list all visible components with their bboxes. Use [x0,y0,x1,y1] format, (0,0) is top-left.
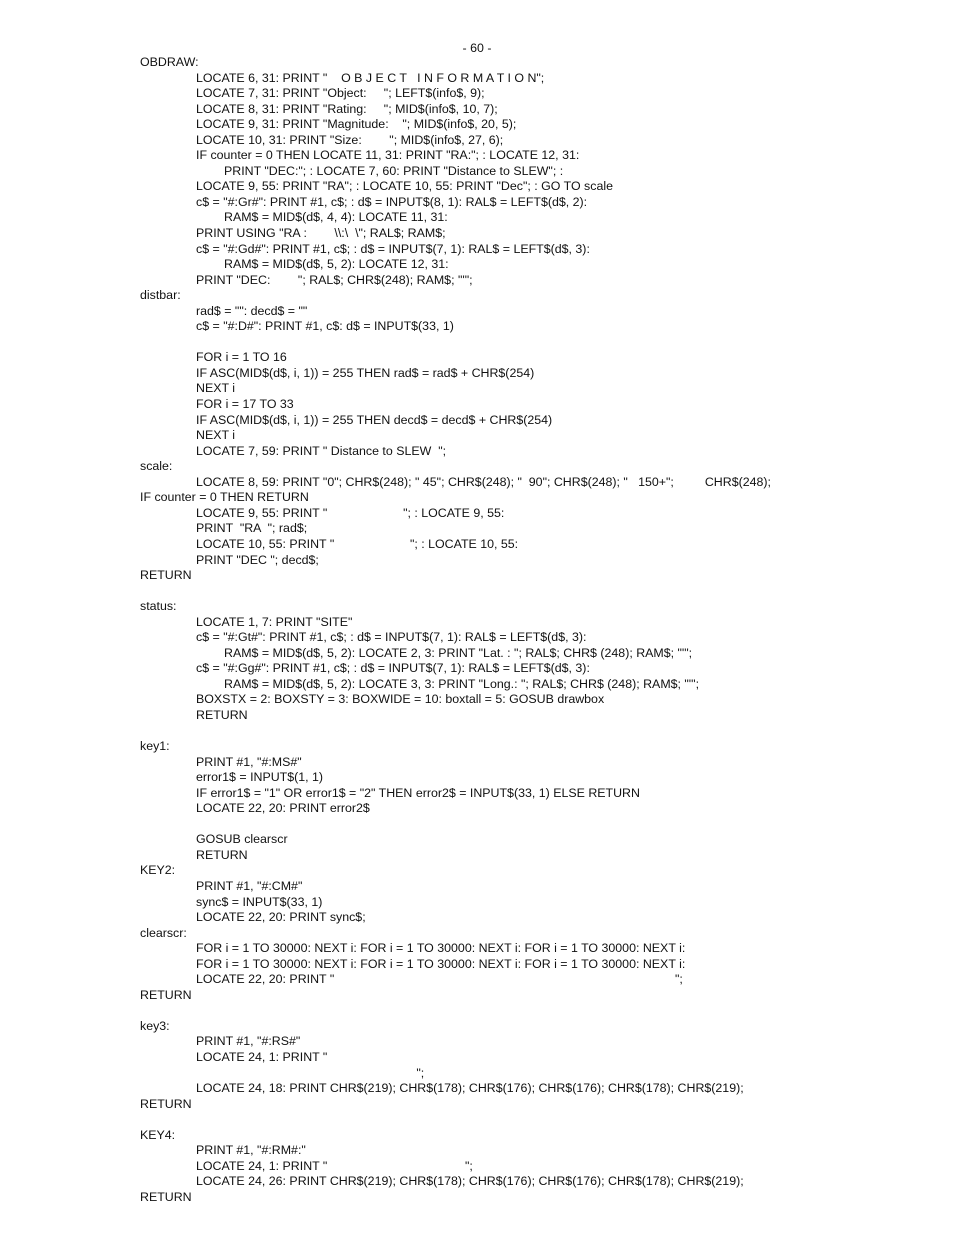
page-number: - 60 - [462,41,492,55]
code-line: FOR i = 1 TO 16 [196,350,287,365]
blank-line [140,817,940,833]
code-line: PRINT USING "RA : \\:\ \"; RAL$; RAM$; [196,226,446,241]
code-line: LOCATE 24, 1: PRINT " "; [196,1158,473,1173]
code-line: KEY2: [140,863,176,878]
code-line: LOCATE 22, 20: PRINT error2$ [196,801,370,816]
code-line: PRINT #1, "#:RM#:" [196,1143,306,1158]
code-line: LOCATE 9, 55: PRINT "RA"; : LOCATE 10, 55: PRINT "Dec"; : GO TO scale [196,179,613,194]
blank-line [140,584,940,600]
code-line: BOXSTX = 2: BOXSTY = 3: BOXWIDE = 10: boxtall = 5: GOSUB drawbox [196,692,605,707]
code-line: RETURN [140,1189,192,1204]
code-line: FOR i = 17 TO 33 [196,397,294,412]
code-line: GOSUB clearscr [196,832,288,847]
code-line: LOCATE 10, 31: PRINT "Size: "; MID$(info$, 27, 6); [196,132,504,147]
blank-line [140,335,940,351]
code-line: RAM$ = MID$(d$, 4, 4): LOCATE 11, 31: [224,210,448,225]
code-line: RETURN [140,568,192,583]
code-line: LOCATE 24, 18: PRINT CHR$(219); CHR$(178); CHR$(176); CHR$(176); CHR$(178); CHR$(219); [196,1081,744,1096]
code-line: RAM$ = MID$(d$, 5, 2): LOCATE 2, 3: PRINT "Lat. : "; RAL$; CHR$ (248); RAM$; "'"; [224,645,693,660]
blank-line [140,724,940,740]
code-line: IF counter = 0 THEN LOCATE 11, 31: PRINT "RA:"; : LOCATE 12, 31: [196,148,580,163]
blank-line [140,1112,940,1128]
code-line: distbar: [140,288,181,303]
code-line: LOCATE 6, 31: PRINT " O B J E C T I N F O R M A T I O N"; [196,70,545,85]
code-line: NEXT i [196,428,236,443]
code-line: KEY4: [140,1127,176,1142]
code-line: LOCATE 9, 31: PRINT "Magnitude: "; MID$(info$, 20, 5); [196,117,517,132]
code-line: PRINT "DEC:"; : LOCATE 7, 60: PRINT "Distance to SLEW"; : [224,163,564,178]
code-line: key3: [140,1018,170,1033]
code-line: LOCATE 22, 20: PRINT sync$; [196,910,366,925]
code-line: c$ = "#:Gg#": PRINT #1, c$; : d$ = INPUT$(7, 1): RAL$ = LEFT$(d$, 3): [196,661,590,676]
code-line: scale: [140,459,173,474]
code-line: RAM$ = MID$(d$, 5, 2): LOCATE 12, 31: [224,257,449,272]
code-line: c$ = "#:Gt#": PRINT #1, c$; : d$ = INPUT$(7, 1): RAL$ = LEFT$(d$, 3): [196,630,587,645]
code-line: PRINT #1, "#:CM#" [196,878,303,893]
code-line: LOCATE 10, 55: PRINT " "; : LOCATE 10, 55: [196,536,519,551]
code-line: OBDRAW: [140,55,199,69]
code-line: PRINT #1, "#:MS#" [196,754,302,769]
code-line: LOCATE 7, 59: PRINT " Distance to SLEW "; [196,443,447,458]
code-line: LOCATE 8, 31: PRINT "Rating: "; MID$(info$, 10, 7); [196,101,498,116]
code-line: c$ = "#:D#": PRINT #1, c$: d$ = INPUT$(33, 1) [196,319,454,334]
code-line: rad$ = "": decd$ = "" [196,303,308,318]
code-line: "; [196,1065,425,1080]
code-line: RAM$ = MID$(d$, 5, 2): LOCATE 3, 3: PRINT "Long.: "; RAL$; CHR$ (248); RAM$; "'"; [224,676,700,691]
code-line: c$ = "#:Gd#": PRINT #1, c$; : d$ = INPUT$(7, 1): RAL$ = LEFT$(d$, 3): [196,241,590,256]
blank-line [140,1003,940,1019]
code-line: LOCATE 22, 20: PRINT " "; [196,972,683,987]
code-line: LOCATE 24, 1: PRINT " [196,1050,328,1064]
code-line: error1$ = INPUT$(1, 1) [196,770,324,785]
code-line: RETURN [140,1096,192,1111]
code-line: LOCATE 9, 55: PRINT " "; : LOCATE 9, 55: [196,505,505,520]
code-line: PRINT #1, "#:RS#" [196,1034,301,1049]
code-line: status: [140,599,177,614]
code-line: IF counter = 0 THEN RETURN [140,490,309,505]
code-line: LOCATE 8, 59: PRINT "0"; CHR$(248); " 45"; CHR$(248); " 90"; CHR$(248); " 150+"; CHR$(248); [196,474,771,489]
code-line: key1: [140,739,170,754]
code-line: RETURN [140,987,192,1002]
code-listing [140,55,940,1205]
code-line: LOCATE 24, 26: PRINT CHR$(219); CHR$(178); CHR$(176); CHR$(176); CHR$(178); CHR$(219); [196,1174,744,1189]
code-line: RETURN [196,847,248,862]
code-line: IF ASC(MID$(d$, i, 1)) = 255 THEN decd$ = decd$ + CHR$(254) [196,412,553,427]
code-line: NEXT i [196,381,236,396]
code-line: IF error1$ = "1" OR error1$ = "2" THEN error2$ = INPUT$(33, 1) ELSE RETURN [196,785,640,800]
code-line: LOCATE 1, 7: PRINT "SITE" [196,614,353,629]
code-line: IF ASC(MID$(d$, i, 1)) = 255 THEN rad$ = rad$ + CHR$(254) [196,365,535,380]
code-line: FOR i = 1 TO 30000: NEXT i: FOR i = 1 TO 30000: NEXT i: FOR i = 1 TO 30000: NEXT i: [196,941,686,956]
code-line: c$ = "#:Gr#": PRINT #1, c$; : d$ = INPUT$(8, 1): RAL$ = LEFT$(d$, 2): [196,194,588,209]
code-line: PRINT "RA "; rad$; [196,521,308,536]
code-line: LOCATE 7, 31: PRINT "Object: "; LEFT$(info$, 9); [196,86,485,101]
code-line: PRINT "DEC: "; RAL$; CHR$(248); RAM$; "'"; [196,272,473,287]
code-line: PRINT "DEC "; decd$; [196,552,319,567]
code-line: sync$ = INPUT$(33, 1) [196,894,323,909]
code-line: FOR i = 1 TO 30000: NEXT i: FOR i = 1 TO 30000: NEXT i: FOR i = 1 TO 30000: NEXT i: [196,956,686,971]
code-line: RETURN [196,707,248,722]
code-line: clearscr: [140,925,187,940]
